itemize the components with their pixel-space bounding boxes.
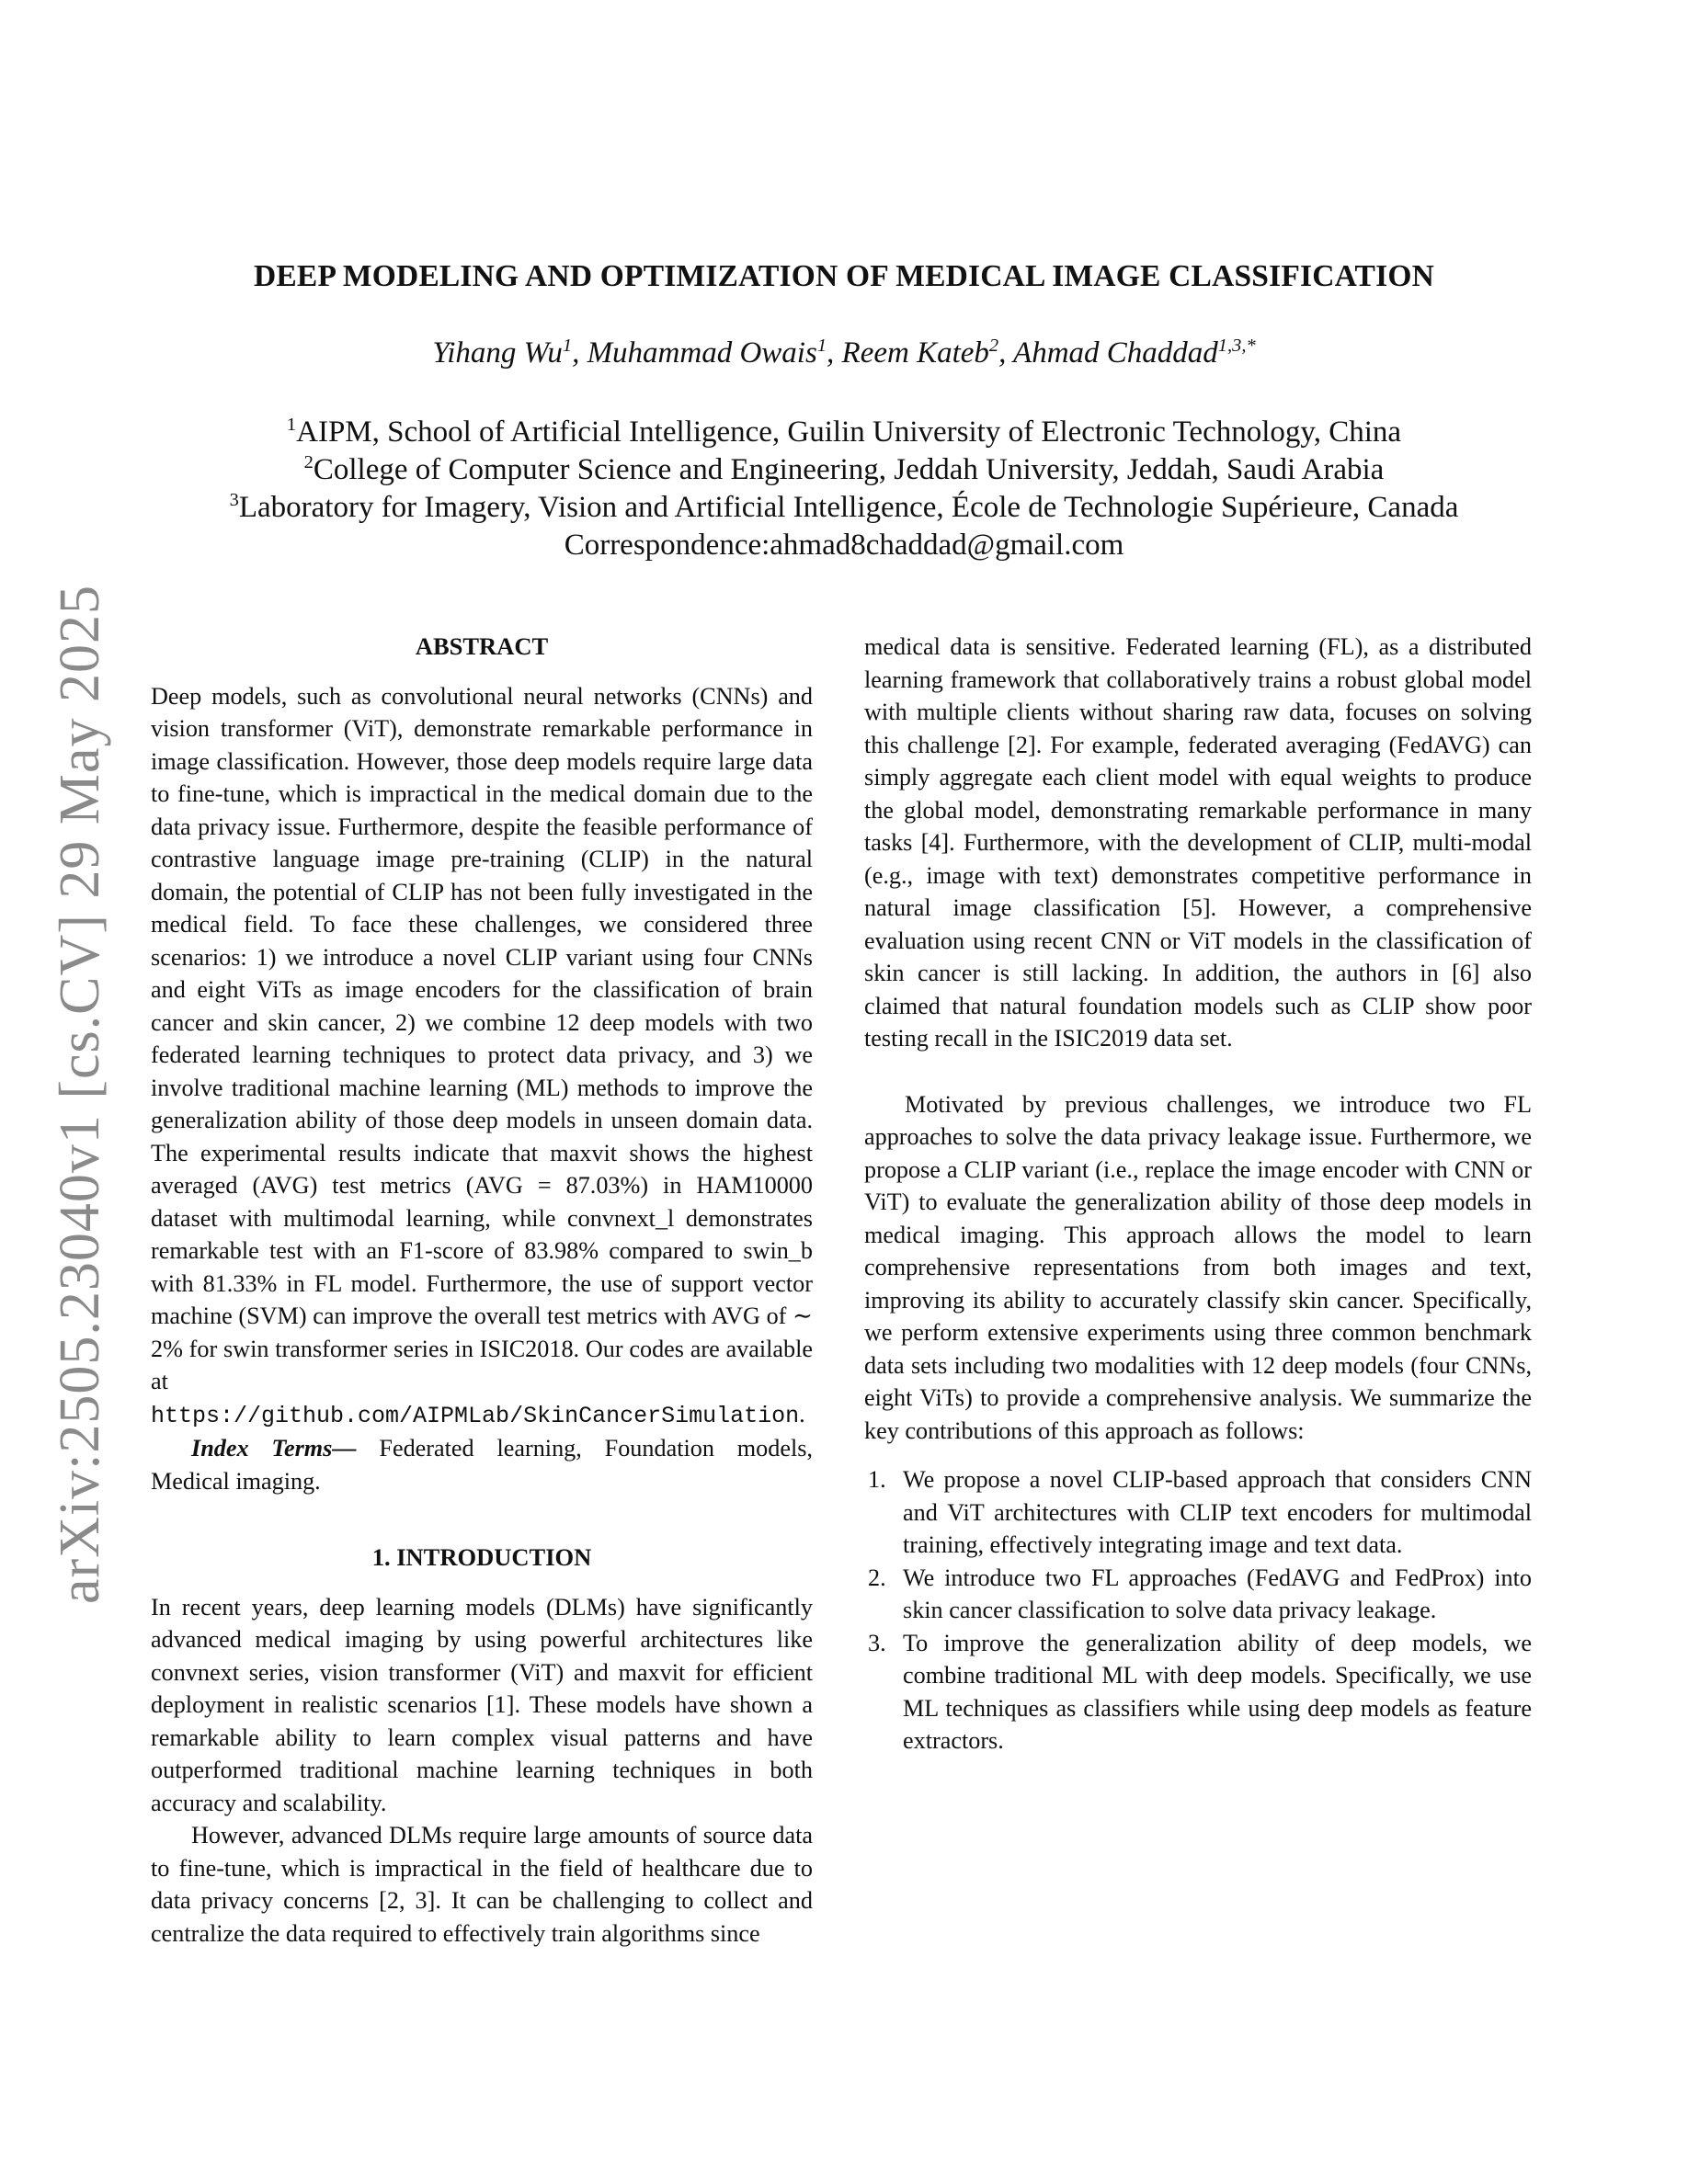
contributions-list: [864, 1463, 1532, 1757]
paper-title: DEEP MODELING AND OPTIMIZATION OF MEDICAL IMAGE CLASSIFICATION: [254, 259, 1434, 293]
author-name: Reem Kateb: [841, 336, 989, 370]
abstract-text: Deep models, such as convolutional neural networks (CNNs) and vision transformer (ViT), demonstrate remarkable performance in image classification. However, those deep models require large data to fine-tune, which is impractical in the medical domain due to the data privacy issue. Furthermore, despite the feasible performance of contrastive language image pre-training (CLIP) in the natural domain, the potential of CLIP has not been fully investigated in the medical field. To face these challenges, we considered three scenarios: 1) we introduce a novel CLIP variant using four CNNs and eight ViTs as image encoders for the classification of brain cancer and skin cancer, 2) we combine 12 deep models with two federated learning techniques to protect data privacy, and 3) we involve traditional machine learning (ML) methods to improve the generalization ability of those deep models in unseen domain data. The experimental results indicate that maxvit shows the highest averaged (AVG) test metrics (AVG = 87.03%) in HAM10000 dataset with multimodal learning, while convnext_l demonstrates remarkable test with an F1-score of 83.98% compared to swin_b with 81.33% in FL model. Furthermore, the use of support vector machine (SVM) can improve the overall test metrics with AVG of ∼ 2% for swin transformer series in ISIC2018. Our codes are available at https://github.com/AIPMLab/SkinCancerSimulation.: [151, 682, 813, 1429]
list-item: 3. To improve the generalization ability of deep models, we combine traditional ML with deep models. Specifically, we use ML techniques as classifiers while using deep models as feature extractors.: [868, 1629, 1532, 1754]
arxiv-sidebar: [44, 584, 118, 1604]
introduction-heading: 1. INTRODUCTION: [371, 1543, 592, 1571]
affiliations: [0, 414, 1688, 564]
left-column: [151, 631, 813, 1950]
author-affil-mark: 1: [562, 336, 573, 356]
list-item: 1. We propose a novel CLIP-based approach that considers CNN and ViT architectures with CLIP text encoders for multimodal training, effectively integrating image and text data.: [868, 1466, 1532, 1558]
list-item: 2. We introduce two FL approaches (FedAVG and FedProx) into skin cancer classification to solve data privacy leakage.: [868, 1564, 1532, 1623]
affiliation-line: $^1$AIPM, School of Artificial Intelligence, Guilin University of Electronic Technology, China: [286, 415, 1402, 449]
affiliation-line: $^3$Laboratory for Imagery, Vision and Artificial Intelligence, École de Technologie Supérieure, Canada: [229, 490, 1459, 524]
author-name: Muhammad Owais: [587, 336, 817, 370]
author-list: Yihang Wu$^1$, Muhammad Owais$^1$, Reem Kateb$^2$, Ahmad Chaddad$^{1,3,*}$: [432, 336, 1256, 370]
intro-paragraph-2: However, advanced DLMs require large amounts of source data to fine-tune, which is impractical in the field of healthcare due to data privacy concerns [2, 3]. It can be challenging to collect and centralize the data required to effectively train algorithms since: [151, 1822, 813, 1947]
index-terms-label: Index Terms—: [191, 1435, 357, 1462]
code-link[interactable]: https://github.com/AIPMLab/SkinCancerSimulation: [151, 1402, 800, 1429]
index-terms: Index Terms— Federated learning, Foundation models, Medical imaging.: [151, 1435, 813, 1495]
author-affil-mark: 1,3,*: [1217, 336, 1256, 356]
intro-paragraph-2-continued: medical data is sensitive. Federated learning (FL), as a distributed learning framework that collaboratively trains a robust global model with multiple clients without sharing raw data, focuses on solving this challenge [2]. For example, federated averaging (FedAVG) can simply aggregate each client model with equal weights to produce the global model, demonstrating remarkable performance in many tasks [4]. Furthermore, with the development of CLIP, multi-modal (e.g., image with text) demonstrates competitive performance in natural image classification [5]. However, a comprehensive evaluation using recent CNN or ViT models in the classification of skin cancer is still lacking. In addition, the authors in [6] also claimed that natural foundation models such as CLIP show poor testing recall in the ISIC2019 data set.: [864, 633, 1532, 1052]
author-name: Ahmad Chaddad: [1013, 336, 1218, 370]
abstract-heading: ABSTRACT: [415, 632, 549, 660]
author-name: Yihang Wu: [432, 336, 563, 370]
correspondence: Correspondence:ahmad8chaddad@gmail.com: [564, 529, 1124, 562]
right-column: [864, 631, 1532, 1757]
author-affil-mark: 1: [816, 336, 827, 356]
arxiv-identifier: arXiv:2505.23040v1 [cs.CV] 29 May 2025: [49, 584, 112, 1604]
author-affil-mark: 2: [988, 336, 999, 356]
intro-paragraph-1: In recent years, deep learning models (DLMs) have significantly advanced medical imaging by using powerful architectures like convnext series, vision transformer (ViT) and maxvit for efficient deployment in realistic scenarios [1]. These models have shown a remarkable ability to learn complex visual patterns and have outperformed traditional machine learning techniques in both accuracy and scalability.: [151, 1593, 813, 1816]
affiliation-line: $^2$College of Computer Science and Engineering, Jeddah University, Jeddah, Saudi Arabia: [303, 452, 1385, 486]
intro-paragraph-3: Motivated by previous challenges, we introduce two FL approaches to solve the data privacy leakage issue. Furthermore, we propose a CLIP variant (i.e., replace the image encoder with CNN or ViT) to evaluate the generalization ability of those deep models in medical imaging. This approach allows the model to learn comprehensive representations from both images and text, improving its ability to accurately classify skin cancer. Specifically, we perform extensive experiments using three common benchmark data sets including two modalities with 12 deep models (four CNNs, eight ViTs) to provide a comprehensive analysis. We summarize the key contributions of this approach as follows:: [864, 1090, 1532, 1444]
